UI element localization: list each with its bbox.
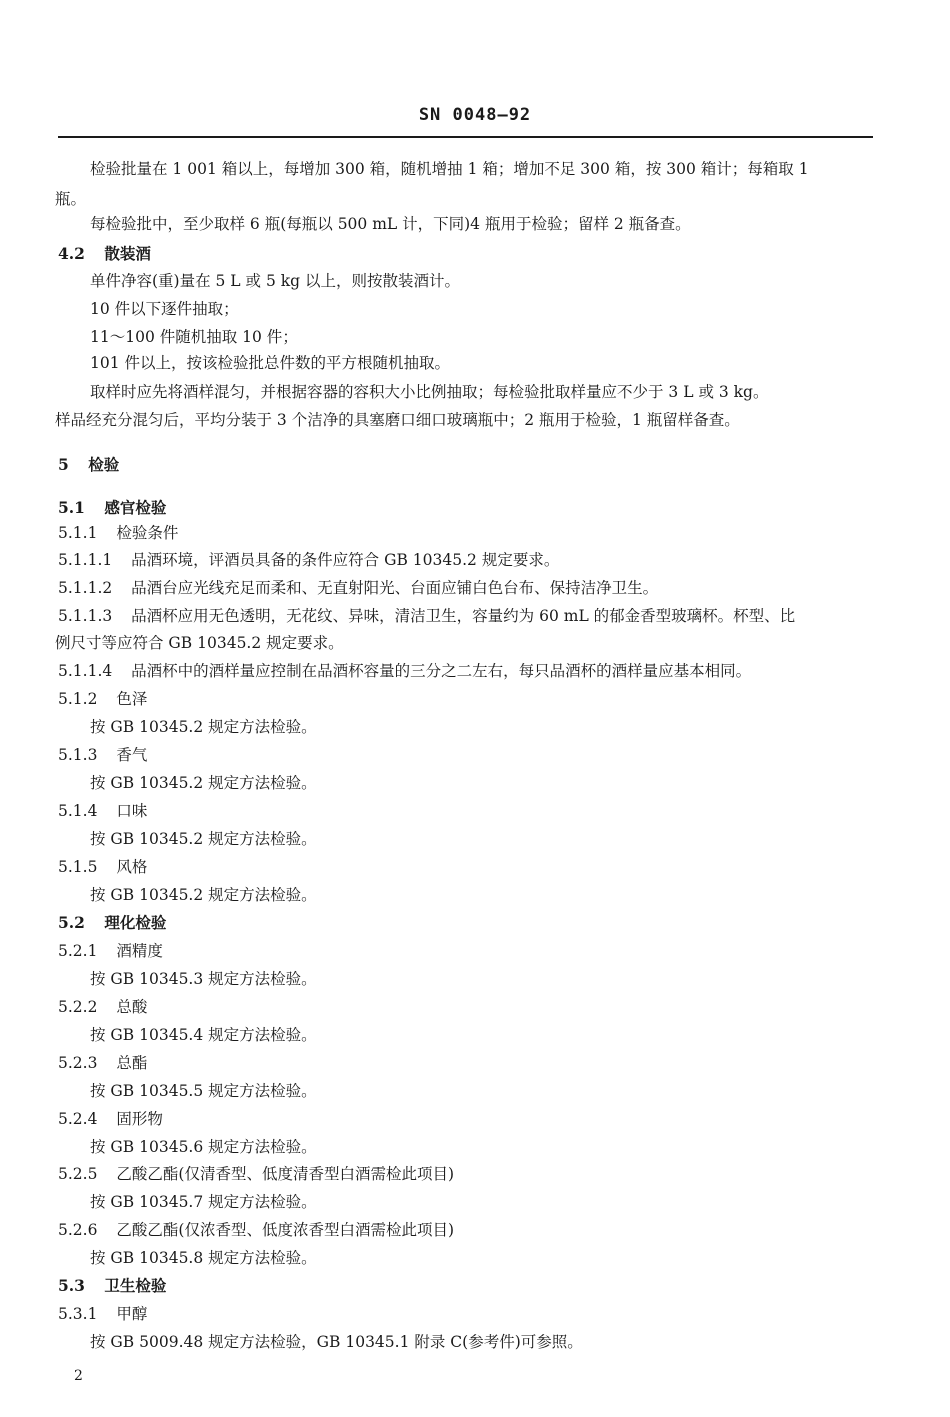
paragraph-line: 11～100 件随机抽取 10 件； (90, 328, 298, 346)
section-title: 风格 (116, 858, 148, 876)
section-title: 理化检验 (104, 913, 167, 932)
section-number: 5.1.5 (58, 858, 98, 876)
section-number: 5.2.2 (58, 998, 98, 1016)
section-heading-5-1 (58, 498, 166, 518)
clause-5-1-1-2 (58, 578, 658, 598)
section-heading-5-2-6 (58, 1220, 454, 1240)
section-title: 乙酸乙酯(仅清香型、低度清香型白酒需检此项目) (116, 1165, 454, 1183)
clause-text: 品酒杯应用无色透明，无花纹、异味，清洁卫生，容量约为 60 mL 的郁金香型玻璃杯。杯型、比 (131, 607, 796, 625)
paragraph-line: 按 GB 10345.2 规定方法检验。 (90, 774, 317, 792)
paragraph-line: 瓶。 (55, 190, 87, 208)
section-title: 总酸 (116, 998, 148, 1016)
section-number: 5.1.1 (58, 524, 98, 542)
section-number: 5.2.1 (58, 942, 98, 960)
section-number: 5 (58, 455, 69, 474)
paragraph-line: 按 GB 10345.4 规定方法检验。 (90, 1026, 317, 1044)
section-title: 甲醇 (116, 1305, 148, 1323)
paragraph-line: 按 GB 10345.3 规定方法检验。 (90, 970, 317, 988)
section-number: 4.2 (58, 244, 85, 263)
section-heading-5-2-4 (58, 1109, 163, 1129)
section-heading-4-2 (58, 244, 151, 264)
section-number: 5.1.1.2 (58, 579, 113, 597)
section-heading-5 (58, 455, 119, 475)
section-number: 5.1.3 (58, 746, 98, 764)
document-id-header: SN 0048—92 (418, 105, 532, 125)
paragraph-line: 按 GB 10345.2 规定方法检验。 (90, 886, 317, 904)
section-heading-5-1-1 (58, 523, 178, 543)
section-title: 检验 (88, 455, 120, 474)
header-rule (58, 136, 873, 138)
section-title: 感官检验 (104, 498, 167, 517)
section-number: 5.1.1.1 (58, 551, 113, 569)
clause-text: 品酒杯中的酒样量应控制在品酒杯容量的三分之二左右，每只品酒杯的酒样量应基本相同。 (131, 662, 752, 680)
section-heading-5-2-1 (58, 941, 163, 961)
paragraph-line: 按 GB 10345.7 规定方法检验。 (90, 1193, 317, 1211)
paragraph-line: 单件净容(重)量在 5 L 或 5 kg 以上，则按散装酒计。 (90, 272, 460, 290)
section-title: 口味 (116, 802, 148, 820)
section-title: 香气 (116, 746, 148, 764)
paragraph-line: 按 GB 5009.48 规定方法检验，GB 10345.1 附录 C(参考件)可参照。 (90, 1333, 583, 1351)
section-number: 5.1.1.4 (58, 662, 113, 680)
section-number: 5.2.6 (58, 1221, 98, 1239)
paragraph-line: 按 GB 10345.2 规定方法检验。 (90, 830, 317, 848)
clause-text: 品酒环境，评酒员具备的条件应符合 GB 10345.2 规定要求。 (131, 551, 560, 569)
paragraph-line: 样品经充分混匀后，平均分装于 3 个洁净的具塞磨口细口玻璃瓶中；2 瓶用于检验，1 瓶留样备查。 (55, 411, 740, 429)
clause-5-1-1-4 (58, 661, 751, 681)
paragraph-line: 例尺寸等应符合 GB 10345.2 规定要求。 (55, 634, 344, 652)
section-title: 色泽 (116, 690, 148, 708)
section-heading-5-2-2 (58, 997, 147, 1017)
section-number: 5.1.1.3 (58, 607, 113, 625)
paragraph-line: 10 件以下逐件抽取； (90, 300, 239, 318)
section-heading-5-2 (58, 913, 166, 933)
section-number: 5.2.5 (58, 1165, 98, 1183)
section-heading-5-2-3 (58, 1053, 147, 1073)
paragraph-line: 取样时应先将酒样混匀，并根据容器的容积大小比例抽取；每检验批取样量应不少于 3 L 或 3 kg。 (90, 383, 769, 401)
paragraph-line: 每检验批中，至少取样 6 瓶(每瓶以 500 mL 计，下同)4 瓶用于检验；留样 2 瓶备查。 (90, 215, 691, 233)
section-heading-5-1-2 (58, 689, 147, 709)
section-number: 5.2 (58, 913, 85, 932)
paragraph-line: 按 GB 10345.2 规定方法检验。 (90, 718, 317, 736)
section-heading-5-2-5 (58, 1164, 454, 1184)
section-title: 散装酒 (104, 244, 151, 263)
section-number: 5.2.3 (58, 1054, 98, 1072)
paragraph-line: 按 GB 10345.8 规定方法检验。 (90, 1249, 317, 1267)
page-number: 2 (74, 1368, 83, 1384)
paragraph-line: 101 件以上，按该检验批总件数的平方根随机抽取。 (90, 354, 451, 372)
section-heading-5-3 (58, 1276, 166, 1296)
section-number: 5.3 (58, 1276, 85, 1295)
section-number: 5.2.4 (58, 1110, 98, 1128)
clause-5-1-1-1 (58, 550, 559, 570)
clause-text: 品酒台应光线充足而柔和、无直射阳光、台面应铺白色台布、保持洁净卫生。 (131, 579, 659, 597)
section-heading-5-1-3 (58, 745, 147, 765)
section-title: 酒精度 (116, 942, 163, 960)
section-title: 卫生检验 (104, 1276, 167, 1295)
section-number: 5.1 (58, 498, 85, 517)
section-title: 固形物 (116, 1110, 163, 1128)
section-heading-5-1-5 (58, 857, 147, 877)
paragraph-line: 按 GB 10345.6 规定方法检验。 (90, 1138, 317, 1156)
section-heading-5-1-4 (58, 801, 147, 821)
section-heading-5-3-1 (58, 1304, 147, 1324)
paragraph-line: 检验批量在 1 001 箱以上，每增加 300 箱，随机增抽 1 箱；增加不足 300 箱，按 300 箱计；每箱取 1 (90, 160, 809, 178)
clause-5-1-1-3 (58, 606, 795, 626)
paragraph-line: 按 GB 10345.5 规定方法检验。 (90, 1082, 317, 1100)
section-title: 总酯 (116, 1054, 148, 1072)
section-number: 5.3.1 (58, 1305, 98, 1323)
section-number: 5.1.2 (58, 690, 98, 708)
section-title: 乙酸乙酯(仅浓香型、低度浓香型白酒需检此项目) (116, 1221, 454, 1239)
section-number: 5.1.4 (58, 802, 98, 820)
section-title: 检验条件 (116, 524, 179, 542)
